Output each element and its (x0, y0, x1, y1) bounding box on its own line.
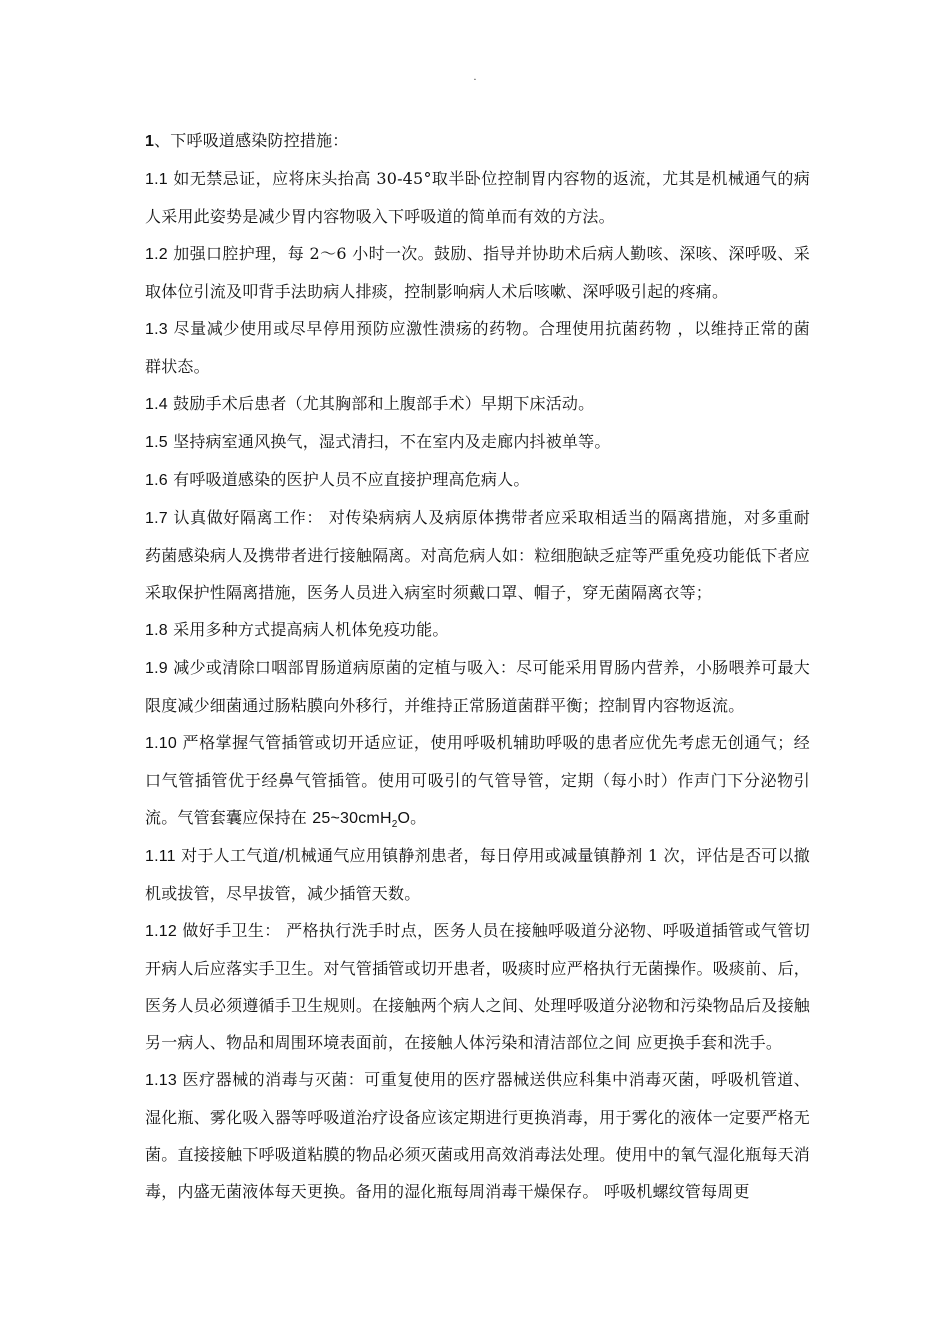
item-text: 如无禁忌证，应将床头抬高 30-45°取半卧位控制胃内容物的返流，尤其是机械通气的病人采用此姿势是减少胃内容物吸入下呼吸道的简单而有效的方法。 (145, 169, 810, 226)
item-text: 采用多种方式提高病人机体免疫功能。 (167, 620, 449, 639)
unit-subscript: 2 (391, 819, 398, 830)
item-number: 1.11 (145, 848, 176, 865)
item-text: 尽量减少使用或尽早停用预防应激性溃疡的药物。合理使用抗菌药物 ，以维持正常的菌群状态。 (145, 319, 810, 376)
item-number: 1.12 (145, 923, 177, 940)
item-number: 1.1 (145, 171, 168, 188)
item-number: 1.4 (145, 396, 168, 413)
item-text: 减少或清除口咽部胃肠道病原菌的定植与吸入：尽可能采用胃肠内营养，小肠喂养可最大限度减少细菌通过肠粘膜向外移行，并维持正常肠道菌群平衡；控制胃内容物返流。 (145, 658, 810, 715)
item-number: 1.10 (145, 735, 177, 752)
list-item-1-4 (145, 385, 810, 423)
list-item-1-12 (145, 912, 810, 1061)
item-number: 1.13 (145, 1072, 177, 1089)
item-text: 有呼吸道感染的医护人员不应直接护理高危病人。 (167, 470, 530, 489)
unit-end: O (397, 810, 411, 827)
item-text: 做好手卫生： 严格执行洗手时点，医务人员在接触呼吸道分泌物、呼吸道插管或气管切开病人后应落实手卫生。对气管插管或切开患者，吸痰时应严格执行无菌操作。吸痰前、后，医务人员必须遵循手卫生规则。在接触两个病人之间、处理呼吸道分泌物和污染物品后及接触另一病人、物品和周围环境表面前，在接触人体污染和清洁部位之间 应更换手套和洗手。 (145, 921, 810, 1052)
item-number: 1.5 (145, 434, 168, 451)
list-item-1-2 (145, 235, 810, 310)
item-text: 鼓励手术后患者（尤其胸部和上腹部手术）早期下床活动。 (167, 394, 595, 413)
list-item-1-8 (145, 611, 810, 649)
section-title (145, 122, 810, 160)
document-body (145, 122, 810, 1210)
item-number: 1.2 (145, 246, 168, 263)
item-text: 坚持病室通风换气，湿式清扫，不在室内及走廊内抖被单等。 (167, 432, 611, 451)
list-item-1-11 (145, 837, 810, 912)
list-item-1-1 (145, 160, 810, 235)
item-tail: 。 (410, 808, 427, 827)
item-text: 认真做好隔离工作： 对传染病病人及病原体携带者应采取相适当的隔离措施，对多重耐药菌感染病人及携带者进行接触隔离。对高危病人如：粒细胞缺乏症等严重免疫功能低下者应采取保护性隔离措施，医务人员进入病室时须戴口罩、帽子，穿无菌隔离衣等； (145, 508, 810, 602)
item-number: 1.7 (145, 510, 168, 527)
item-number: 1.6 (145, 472, 168, 489)
item-number: 1.9 (145, 660, 168, 677)
item-text: 加强口腔护理，每 2～6 小时一次。鼓励、指导并协助术后病人勤咳、深咳、深呼吸、采取体位引流及叩背手法助病人排痰，控制影响病人术后咳嗽、深呼吸引起的疼痛。 (145, 244, 810, 301)
list-item-1-7 (145, 499, 810, 611)
item-number: 1.8 (145, 622, 168, 639)
item-number: 1.3 (145, 321, 168, 338)
list-item-1-3 (145, 310, 810, 385)
item-text: 严格掌握气管插管或切开适应证，使用呼吸机辅助呼吸的患者应优先考虑无创通气；经口气管插管优于经鼻气管插管。使用可吸引的气管导管，定期（每小时）作声门下分泌物引流。气管套囊应保持在 (145, 733, 810, 827)
list-item-1-9 (145, 649, 810, 724)
section-title-text: 、下呼吸道感染防控措施： (154, 131, 349, 150)
section-number: 1 (145, 133, 155, 150)
list-item-1-10 (145, 724, 810, 837)
item-text: 医疗器械的消毒与灭菌：可重复使用的医疗器械送供应科集中消毒灭菌，呼吸机管道、湿化瓶、雾化吸入器等呼吸道治疗设备应该定期进行更换消毒，用于雾化的液体一定要严格无菌。直接接触下呼吸道粘膜的物品必须灭菌或用高效消毒法处理。使用中的氧气湿化瓶每天消毒，内盛无菌液体每天更换。备用的湿化瓶每周消毒干燥保存。 呼吸机螺纹管每周更 (145, 1070, 810, 1201)
pressure-unit: 25~30cmH (312, 810, 392, 827)
list-item-1-13 (145, 1061, 810, 1210)
item-text: 对于人工气道/机械通气应用镇静剂患者，每日停用或减量镇静剂 1 次，评估是否可以撤机或拔管，尽早拔管，减少插管天数。 (145, 846, 810, 903)
list-item-1-5 (145, 423, 810, 461)
list-item-1-6 (145, 461, 810, 499)
header-mark: . (473, 72, 477, 83)
